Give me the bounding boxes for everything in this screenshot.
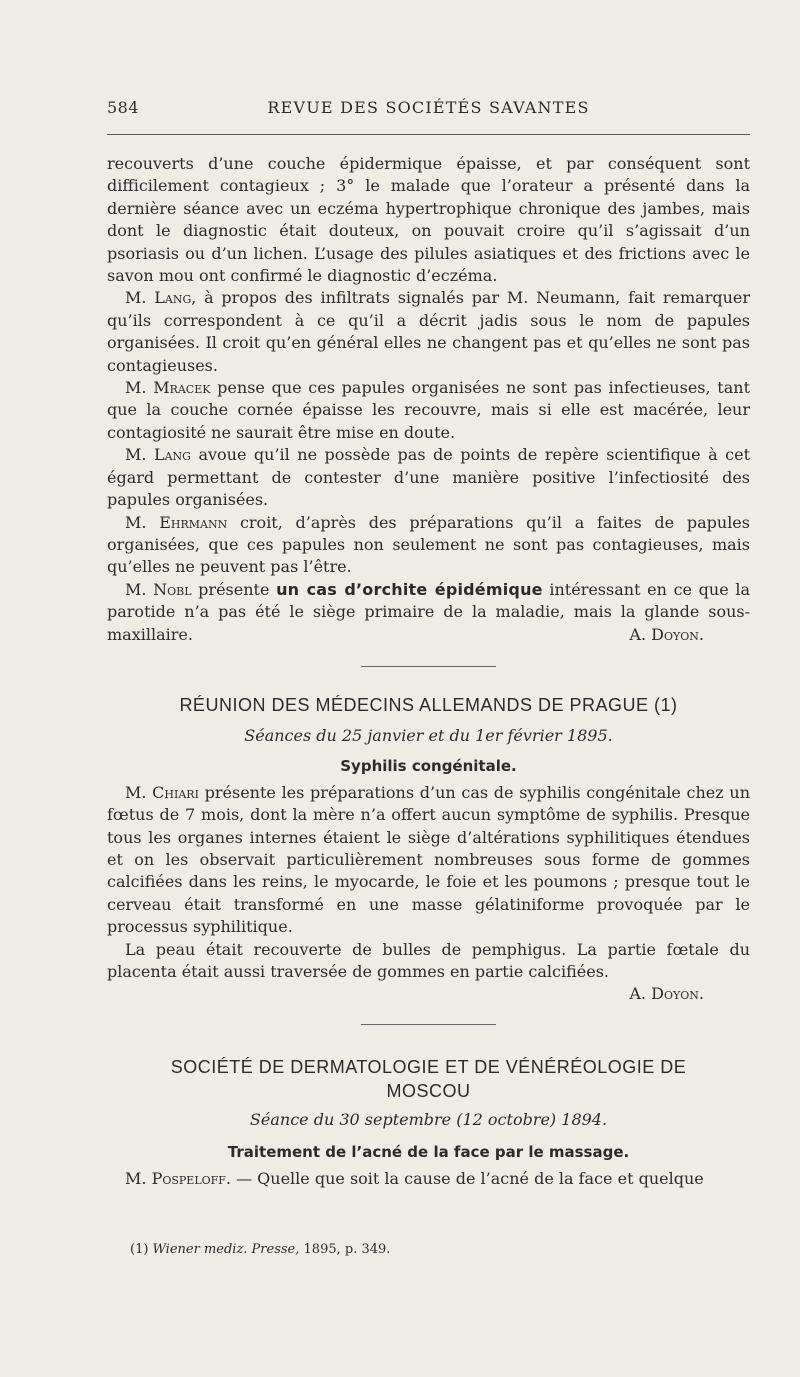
- paragraph: M. Mracek pense que ces papules organisées ne sont pas infectieuses, tant que la couche cornée épaisse les recouvre, mais si elle est macérée, leur contagiosité ne saurait être mise en doute.: [107, 378, 751, 442]
- speaker-name: Nobl: [153, 579, 192, 599]
- paragraph: M. Nobl présente un cas d’orchite épidémique intéressant en ce que la parotide n’a pas été le siège primaire de la maladie, mais la glande sous-maxillaire. A. Doyon.: [107, 579, 750, 646]
- topic-heading: Syphilis congénitale.: [340, 757, 517, 776]
- paragraph: M. Chiari présente les préparations d’un cas de syphilis congénitale chez un fœtus de 7 mois, dont la mère n’a offert aucun symptôme de syphilis. Presque tous les organes internes étaient le siège d’altérations syphilitiques étendues et on les observait particulièrement nombreuses sous forme de gommes calcifiées dans les reins, le myocarde, le foie et les poumons ; presque tout le cerveau était transformé en une masse gélatiniforme provoquée par le processus syphilitique.: [107, 782, 751, 937]
- paragraph: M. Pospeloff. — Quelle que soit la cause de l’acné de la face et quelque: [125, 1168, 704, 1188]
- speaker-name: Lang: [154, 288, 192, 308]
- signature: A. Doyon.: [629, 624, 704, 644]
- paragraph: M. Lang avoue qu’il ne possède pas de points de repère scientifique à cet égard permettant de contester d’une manière positive l’infectiosité des papules organisées.: [107, 445, 750, 510]
- section-subtitle: Séance du 30 septembre (12 octobre) 1894.: [249, 1109, 608, 1129]
- speaker-name: Mracek: [153, 378, 211, 398]
- section-subtitle: Séances du 25 janvier et du 1er février 1895.: [244, 725, 613, 745]
- paragraph: M. Lang, à propos des infiltrats signalés par M. Neumann, fait remarquer qu’ils correspondent à ce qu’il a décrit jadis sous le nom de papules organisées. Il croit qu’en général elles ne changent pas et qu’elles ne sont pas contagieuses.: [107, 288, 751, 375]
- running-header: [107, 98, 750, 117]
- signature: A. Doyon.: [629, 984, 704, 1004]
- speaker-name: Pospeloff: [151, 1168, 226, 1188]
- paragraph: M. Ehrmann croit, d’après des préparations qu’il a faites de papules organisées, que ces papules non seulement ne sont pas contagieuses, mais qu’elles ne peuvent pas l’être.: [107, 512, 750, 577]
- topic-heading: Traitement de l’acné de la face par le massage.: [227, 1143, 630, 1162]
- speaker-name: Ehrmann: [159, 512, 228, 532]
- speaker-name: Chiari: [152, 782, 199, 802]
- section-title: RÉUNION DES MÉDECINS ALLEMANDS DE PRAGUE (1): [179, 694, 678, 715]
- body-text: [107, 153, 750, 1190]
- page-number: 584: [107, 98, 140, 117]
- running-title: REVUE DES SOCIÉTÉS SAVANTES: [267, 98, 590, 117]
- bold-phrase: un cas d’orchite épidémique: [276, 579, 543, 599]
- speaker-name: Lang: [153, 445, 191, 465]
- paragraph: recouverts d’une couche épidermique épaisse, et par conséquent sont difficilement contagieux ; 3° le malade que l’orateur a présenté dans la dernière séance avec un eczéma hypertrophique chronique des jambes, mais dont le diagnostic était douteux, on pouvait croire qu’il s’agissait d’un psoriasis ou d’un lichen. L’usage des pilules asiatiques et des frictions avec le savon mou ont confirmé le diagnostic d’eczéma.: [107, 154, 750, 286]
- header-rule: [107, 134, 750, 135]
- paragraph: La peau était recouverte de bulles de pemphigus. La partie fœtale du placenta était aussi traversée de gommes en partie calcifiées.: [107, 939, 750, 981]
- journal-title: Wiener mediz. Presse,: [152, 1242, 300, 1257]
- footnote: (1) Wiener mediz. Presse, 1895, p. 349.: [130, 1242, 391, 1257]
- section-title: SOCIÉTÉ DE DERMATOLOGIE ET DE VÉNÉRÉOLOGIE DE MOSCOU: [170, 1056, 687, 1101]
